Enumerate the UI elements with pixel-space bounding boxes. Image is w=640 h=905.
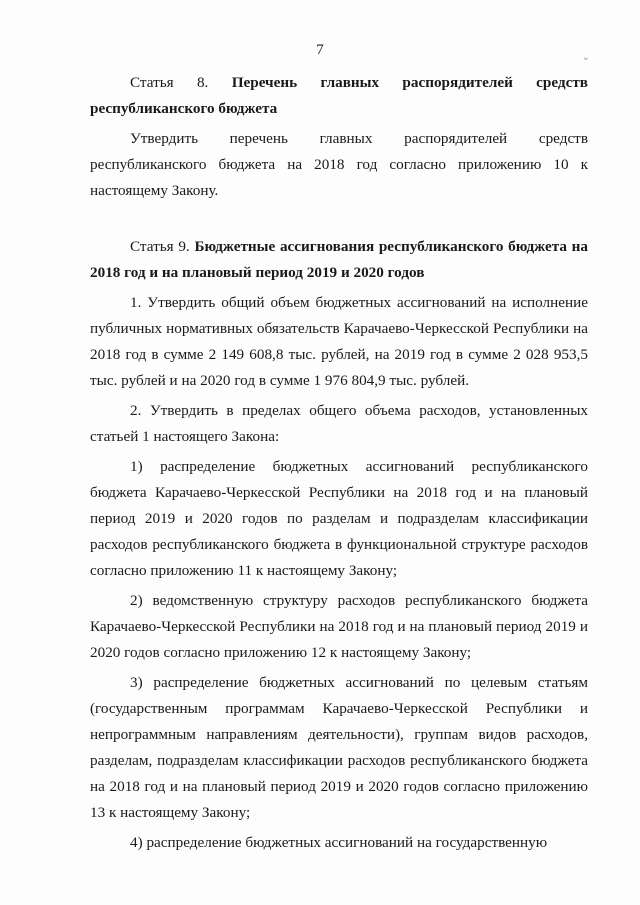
- article-9-paragraph: 2) ведомственную структуру расходов республиканского бюджета Карачаево-Черкесской Республики на 2018 год и на плановый период 2019 и 2020 годов согласно приложению 12 к настоящему Закону;: [90, 592, 588, 661]
- article-9-paragraph: 2. Утвердить в пределах общего объема расходов, установленных статьей 1 настоящего Закона:: [90, 402, 588, 445]
- article-8-heading: [90, 70, 588, 122]
- scan-mark: ⌄: [581, 52, 590, 63]
- document-body: [90, 70, 588, 856]
- article-9-title: Бюджетные ассигнования республиканского бюджета на 2018 год и на плановый период 2019 и 2020 годов: [90, 238, 588, 281]
- article-8-prefix: Статья 8.: [130, 74, 209, 91]
- article-8-body: Утвердить перечень главных распорядителей средств республиканского бюджета на 2018 год согласно приложению 10 к настоящему Закону.: [90, 130, 588, 199]
- article-9-paragraph: 1. Утвердить общий объем бюджетных ассигнований на исполнение публичных нормативных обязательств Карачаево-Черкесской Республики на 2018 год в сумме 2 149 608,8 тыс. рублей, на 2019 год в сумме 2 028 953,5 тыс. рублей и на 2020 год в сумме 1 976 804,9 тыс. рублей.: [90, 294, 588, 389]
- article-9-heading: [90, 234, 588, 286]
- article-9-paragraph: 1) распределение бюджетных ассигнований республиканского бюджета Карачаево-Черкесской Республики на 2018 год и на плановый период 2019 и 2020 годов по разделам и подразделам классификации расходов республиканского бюджета в функциональной структуре расходов согласно приложению 11 к настоящему Закону;: [90, 458, 588, 579]
- page-number: 7: [316, 42, 324, 58]
- article-8-title: Перечень главных распорядителей средств республиканского бюджета: [90, 74, 588, 117]
- article-9-prefix: Статья 9.: [130, 238, 190, 255]
- article-9-paragraph: 3) распределение бюджетных ассигнований по целевым статьям (государственным программам Карачаево-Черкесской Республики и непрограммным направлениям деятельности), группам видов расходов, разделам, подразделам классификации расходов республиканского бюджета на 2018 год и на плановый период 2019 и 2020 годов согласно приложению 13 к настоящему Закону;: [90, 674, 588, 821]
- article-9-paragraph: 4) распределение бюджетных ассигнований на государственную: [130, 834, 548, 851]
